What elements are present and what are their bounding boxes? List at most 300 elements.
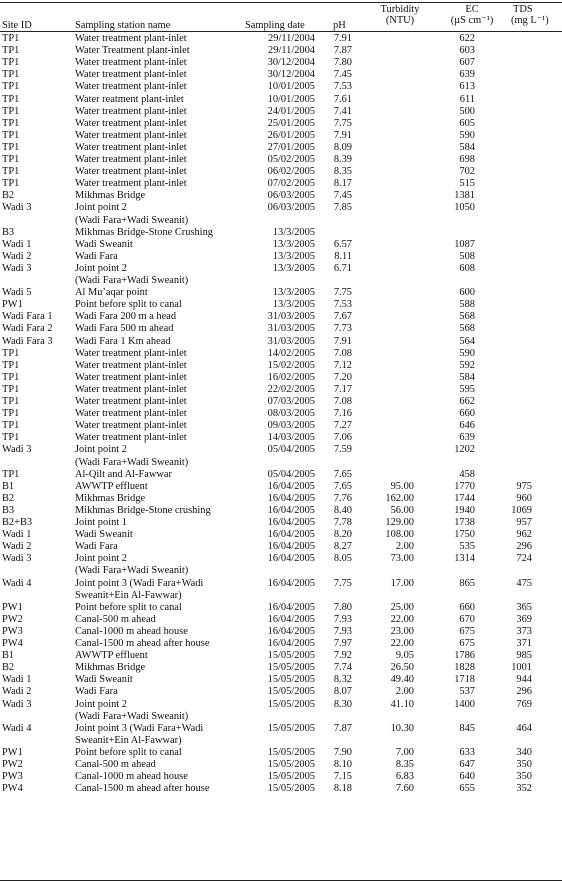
station-name-cell: Mikhmas Bridge bbox=[75, 492, 146, 504]
tds-cell: 373 bbox=[516, 625, 532, 637]
turbidity-cell: 17.00 bbox=[390, 577, 414, 589]
station-name-cell: Mikhmas Bridge-Stone crushing bbox=[75, 504, 211, 516]
turbidity-cell: 7.00 bbox=[395, 746, 414, 758]
station-name-cont-cell: (Wadi Fara+Wadi Sweanit) bbox=[75, 710, 189, 722]
station-name-cell: Point before split to canal bbox=[75, 601, 182, 613]
station-name-cell: Water treatment plant-inlet bbox=[75, 69, 187, 81]
table-bottom-rule bbox=[0, 880, 562, 881]
tds-cell: 369 bbox=[516, 613, 532, 625]
ph-cell: 7.45 bbox=[333, 69, 352, 81]
ph-cell: 7.53 bbox=[333, 81, 352, 93]
site-id-cell: TP1 bbox=[2, 371, 20, 383]
sampling-date-cell: 15/05/2005 bbox=[267, 759, 315, 770]
ec-cell: 595 bbox=[459, 383, 475, 395]
site-id-cell: TP1 bbox=[2, 396, 20, 407]
site-id-cell: B2 bbox=[2, 662, 15, 674]
site-id-cell: B2+B3 bbox=[2, 517, 33, 528]
ec-cell: 515 bbox=[459, 178, 475, 190]
header-tds-unit: (mg L⁻¹) bbox=[511, 15, 549, 26]
site-id-cell: TP1 bbox=[2, 468, 20, 480]
ph-cell: 7.27 bbox=[333, 420, 352, 432]
ec-cell: 613 bbox=[459, 81, 475, 93]
ph-cell: 7.87 bbox=[333, 45, 352, 57]
station-name-cell: Water treatment plant-inlet bbox=[75, 57, 187, 69]
ph-cell: 8.40 bbox=[333, 504, 352, 516]
table-header-rule bbox=[0, 31, 562, 32]
ec-cell: 675 bbox=[459, 625, 475, 637]
sampling-date-cell: 15/05/2005 bbox=[267, 771, 315, 783]
station-name-cell: Wadi Fara bbox=[75, 250, 118, 262]
ph-cell: 8.05 bbox=[333, 553, 352, 565]
tds-cell: 340 bbox=[516, 746, 532, 758]
ec-cell: 1828 bbox=[454, 662, 475, 674]
station-name-cell: Water treatment plant-inlet bbox=[75, 396, 187, 407]
header-station-name: Sampling station name bbox=[75, 20, 171, 31]
sampling-date-cell: 15/05/2005 bbox=[267, 650, 315, 662]
sampling-date-cell: 31/03/2005 bbox=[267, 311, 315, 323]
ph-cell: 7.76 bbox=[333, 492, 352, 504]
tds-cell: 350 bbox=[516, 759, 532, 770]
ph-cell: 6.57 bbox=[333, 238, 352, 250]
sampling-date-cell: 09/03/2005 bbox=[267, 420, 315, 432]
site-id-cell: TP1 bbox=[2, 347, 20, 359]
header-site-id: Site ID bbox=[2, 20, 32, 31]
ec-cell: 535 bbox=[459, 541, 475, 553]
header-ec: EC bbox=[465, 4, 479, 15]
sampling-date-cell: 16/04/2005 bbox=[267, 517, 315, 528]
header-tds: TDS bbox=[513, 4, 533, 15]
sampling-date-cell: 07/03/2005 bbox=[267, 396, 315, 407]
sampling-date-cell: 15/05/2005 bbox=[267, 662, 315, 674]
site-id-cell: Wadi 1 bbox=[2, 238, 32, 250]
station-name-cell: Water Treatment plant-inlet bbox=[75, 45, 190, 57]
ph-cell: 7.08 bbox=[333, 396, 352, 407]
site-id-cell: Wadi Fara 2 bbox=[2, 323, 53, 335]
ph-cell: 7.53 bbox=[333, 299, 352, 311]
site-id-cell: TP1 bbox=[2, 69, 20, 81]
site-id-cell: Wadi 2 bbox=[2, 541, 32, 553]
ph-cell: 7.91 bbox=[333, 129, 352, 141]
station-name-cell: Water treatment plant-inlet bbox=[75, 347, 187, 359]
ph-cell: 7.92 bbox=[333, 650, 352, 662]
sampling-date-cell: 15/05/2005 bbox=[267, 686, 315, 698]
sampling-date-cell: 26/01/2005 bbox=[267, 129, 315, 141]
tds-cell: 296 bbox=[516, 686, 532, 698]
site-id-cell: TP1 bbox=[2, 383, 20, 395]
site-id-cell: Wadi 3 bbox=[2, 202, 32, 214]
site-id-cell: Wadi 4 bbox=[2, 722, 32, 734]
sampling-date-cell: 16/04/2005 bbox=[267, 504, 315, 516]
sampling-date-cell: 13/3/2005 bbox=[272, 238, 315, 250]
site-id-cell: Wadi 3 bbox=[2, 262, 32, 274]
sampling-date-cell: 16/04/2005 bbox=[267, 529, 315, 541]
station-name-cell: Joint point 2 bbox=[75, 698, 127, 710]
station-name-cont-cell: (Wadi Fara+Wadi Sweanit) bbox=[75, 275, 189, 286]
header-ec-unit: (µS cm⁻¹) bbox=[450, 15, 494, 26]
ec-cell: 633 bbox=[459, 746, 475, 758]
ec-cell: 662 bbox=[459, 396, 475, 407]
sampling-date-cell: 10/01/2005 bbox=[267, 93, 315, 105]
tds-cell: 365 bbox=[516, 601, 532, 613]
station-name-cell: AWWTP effluent bbox=[75, 650, 148, 662]
site-id-cell: TP1 bbox=[2, 359, 20, 371]
sampling-date-cell: 05/04/2005 bbox=[267, 468, 315, 480]
ec-cell: 537 bbox=[459, 686, 475, 698]
ec-cell: 1940 bbox=[454, 504, 475, 516]
ec-cell: 698 bbox=[459, 154, 475, 165]
ph-cell: 7.75 bbox=[333, 287, 352, 299]
site-id-cell: Wadi 1 bbox=[2, 674, 32, 686]
ec-cell: 1314 bbox=[454, 553, 475, 565]
turbidity-cell: 73.00 bbox=[390, 553, 414, 565]
station-name-cell: Wadi Sweanit bbox=[75, 238, 133, 250]
sampling-date-cell: 13/3/2005 bbox=[272, 250, 315, 262]
sampling-date-cell: 31/03/2005 bbox=[267, 335, 315, 347]
ec-cell: 1738 bbox=[454, 517, 475, 528]
ec-cell: 622 bbox=[459, 33, 475, 44]
station-name-cell: Al Mu’aqar point bbox=[75, 287, 148, 299]
turbidity-cell: 6.83 bbox=[395, 771, 414, 783]
ph-cell: 7.65 bbox=[333, 480, 352, 492]
sampling-date-cell: 05/02/2005 bbox=[267, 154, 315, 165]
ph-cell: 7.90 bbox=[333, 746, 352, 758]
tds-cell: 464 bbox=[516, 722, 532, 734]
sampling-date-cell: 29/11/2004 bbox=[268, 33, 315, 44]
ph-cell: 8.39 bbox=[333, 154, 352, 165]
station-name-cell: Joint point 3 (Wadi Fara+Wadi bbox=[75, 722, 204, 734]
sampling-date-cell: 16/04/2005 bbox=[267, 480, 315, 492]
ec-cell: 660 bbox=[459, 601, 475, 613]
sampling-date-cell: 16/04/2005 bbox=[267, 638, 315, 649]
sampling-date-cell: 15/05/2005 bbox=[267, 783, 315, 795]
ph-cell: 8.18 bbox=[333, 783, 352, 795]
header-ph: pH bbox=[333, 20, 346, 31]
tds-cell: 962 bbox=[516, 529, 532, 541]
site-id-cell: TP1 bbox=[2, 141, 20, 153]
sampling-date-cell: 16/04/2005 bbox=[267, 492, 315, 504]
ph-cell: 8.35 bbox=[333, 166, 352, 178]
tds-cell: 769 bbox=[516, 698, 532, 710]
site-id-cell: Wadi 4 bbox=[2, 577, 32, 589]
station-name-cell: Water treatment plant-inlet bbox=[75, 432, 187, 444]
station-name-cell: Canal-1500 m ahead after house bbox=[75, 783, 210, 795]
station-name-cell: Water treatment plant-inlet bbox=[75, 105, 187, 117]
tds-cell: 944 bbox=[516, 674, 532, 686]
station-name-cont-cell: (Wadi Fara+Wadi Sweanit) bbox=[75, 456, 189, 468]
turbidity-cell: 26.50 bbox=[390, 662, 414, 674]
site-id-cell: TP1 bbox=[2, 420, 20, 432]
tds-cell: 296 bbox=[516, 541, 532, 553]
station-name-cell: Joint point 2 bbox=[75, 444, 127, 456]
ph-cell: 7.87 bbox=[333, 722, 352, 734]
ph-cell: 7.65 bbox=[333, 468, 352, 480]
ec-cell: 611 bbox=[459, 93, 475, 105]
tds-cell: 352 bbox=[516, 783, 532, 795]
ec-cell: 592 bbox=[459, 359, 475, 371]
ph-cell: 7.12 bbox=[333, 359, 352, 371]
ph-cell: 8.07 bbox=[333, 686, 352, 698]
station-name-cell: Canal-1000 m ahead house bbox=[75, 625, 188, 637]
turbidity-cell: 41.10 bbox=[390, 698, 414, 710]
station-name-cell: Joint point 2 bbox=[75, 262, 127, 274]
site-id-cell: PW1 bbox=[2, 746, 23, 758]
header-turbidity: Turbidity bbox=[380, 4, 420, 15]
station-name-cell: Water treatment plant-inlet bbox=[75, 154, 187, 165]
ph-cell: 7.74 bbox=[333, 662, 352, 674]
ph-cell: 8.30 bbox=[333, 698, 352, 710]
station-name-cell: Wadi Sweanit bbox=[75, 674, 133, 686]
ph-cell: 7.91 bbox=[333, 33, 352, 44]
station-name-cell: Mikhmas Bridge-Stone Crushing bbox=[75, 226, 213, 238]
station-name-cell: Point before split to canal bbox=[75, 746, 182, 758]
site-id-cell: TP1 bbox=[2, 432, 20, 444]
ec-cell: 500 bbox=[459, 105, 475, 117]
ec-cell: 588 bbox=[459, 299, 475, 311]
ec-cell: 1050 bbox=[454, 202, 475, 214]
ec-cell: 1750 bbox=[454, 529, 475, 541]
site-id-cell: TP1 bbox=[2, 93, 20, 105]
ec-cell: 1381 bbox=[454, 190, 475, 202]
ec-cell: 660 bbox=[459, 408, 475, 420]
ph-cell: 7.15 bbox=[333, 771, 352, 783]
sampling-date-cell: 29/11/2004 bbox=[268, 45, 315, 57]
tds-cell: 724 bbox=[516, 553, 532, 565]
site-id-cell: TP1 bbox=[2, 105, 20, 117]
ec-cell: 584 bbox=[459, 371, 475, 383]
ec-cell: 1087 bbox=[454, 238, 475, 250]
station-name-cell: Wadi Fara bbox=[75, 541, 118, 553]
sampling-date-cell: 31/03/2005 bbox=[267, 323, 315, 335]
site-id-cell: PW2 bbox=[2, 759, 23, 770]
turbidity-cell: 7.60 bbox=[395, 783, 414, 795]
sampling-date-cell: 27/01/2005 bbox=[267, 141, 315, 153]
ec-cell: 655 bbox=[459, 783, 475, 795]
site-id-cell: PW2 bbox=[2, 613, 23, 625]
ec-cell: 1770 bbox=[454, 480, 475, 492]
turbidity-cell: 10.30 bbox=[390, 722, 414, 734]
ph-cell: 7.80 bbox=[333, 601, 352, 613]
tds-cell: 350 bbox=[516, 771, 532, 783]
site-id-cell: B3 bbox=[2, 504, 15, 516]
ph-cell: 7.06 bbox=[333, 432, 352, 444]
site-id-cell: Wadi 2 bbox=[2, 250, 32, 262]
ph-cell: 7.78 bbox=[333, 517, 352, 528]
site-id-cell: Wadi Fara 1 bbox=[2, 311, 53, 323]
ph-cell: 8.11 bbox=[334, 250, 352, 262]
sampling-date-cell: 10/01/2005 bbox=[267, 81, 315, 93]
site-id-cell: PW3 bbox=[2, 771, 23, 783]
turbidity-cell: 2.00 bbox=[395, 686, 414, 698]
station-name-cell: Water reatment plant-inlet bbox=[75, 93, 184, 105]
station-name-cont-cell: Sweanit+Ein Al-Fawwar) bbox=[75, 734, 182, 746]
ph-cell: 7.85 bbox=[333, 202, 352, 214]
site-id-cell: TP1 bbox=[2, 81, 20, 93]
station-name-cell: Water treatment plant-inlet bbox=[75, 33, 187, 44]
sampling-date-cell: 16/04/2005 bbox=[267, 553, 315, 565]
sampling-date-cell: 25/01/2005 bbox=[267, 117, 315, 129]
station-name-cell: Mikhmas Bridge bbox=[75, 190, 146, 202]
sampling-date-cell: 16/04/2005 bbox=[267, 625, 315, 637]
ec-cell: 607 bbox=[459, 57, 475, 69]
station-name-cell: Water treatment plant-inlet bbox=[75, 129, 187, 141]
ph-cell: 7.67 bbox=[333, 311, 352, 323]
ph-cell: 6.71 bbox=[333, 262, 352, 274]
station-name-cell: Joint point 2 bbox=[75, 202, 127, 214]
station-name-cell: Water treatment plant-inlet bbox=[75, 420, 187, 432]
sampling-date-cell: 16/04/2005 bbox=[267, 541, 315, 553]
ec-cell: 1718 bbox=[454, 674, 475, 686]
site-id-cell: B2 bbox=[2, 492, 15, 504]
station-name-cell: Water treatment plant-inlet bbox=[75, 408, 187, 420]
ec-cell: 670 bbox=[459, 613, 475, 625]
station-name-cell: Water treatment plant-inlet bbox=[75, 371, 187, 383]
ph-cell: 7.75 bbox=[333, 577, 352, 589]
turbidity-cell: 56.00 bbox=[390, 504, 414, 516]
site-id-cell: TP1 bbox=[2, 408, 20, 420]
ph-cell: 7.93 bbox=[333, 613, 352, 625]
site-id-cell: PW4 bbox=[2, 783, 23, 795]
station-name-cell: Water treatment plant-inlet bbox=[75, 178, 187, 190]
sampling-date-cell: 14/02/2005 bbox=[267, 347, 315, 359]
site-id-cell: Wadi 3 bbox=[2, 553, 32, 565]
turbidity-cell: 8.35 bbox=[395, 759, 414, 770]
site-id-cell: TP1 bbox=[2, 166, 20, 178]
ec-cell: 603 bbox=[459, 45, 475, 57]
ec-cell: 590 bbox=[459, 347, 475, 359]
ec-cell: 640 bbox=[459, 771, 475, 783]
station-name-cell: Canal-1500 m ahead after house bbox=[75, 638, 210, 649]
ec-cell: 1744 bbox=[454, 492, 475, 504]
turbidity-cell: 129.00 bbox=[385, 517, 414, 528]
ec-cell: 1202 bbox=[454, 444, 475, 456]
turbidity-cell: 2.00 bbox=[395, 541, 414, 553]
ph-cell: 7.80 bbox=[333, 57, 352, 69]
header-turbidity-unit: (NTU) bbox=[385, 15, 415, 26]
site-id-cell: Wadi 3 bbox=[2, 444, 32, 456]
site-id-cell: Wadi 2 bbox=[2, 686, 32, 698]
tds-cell: 975 bbox=[516, 480, 532, 492]
site-id-cell: PW3 bbox=[2, 625, 23, 637]
sampling-date-cell: 15/02/2005 bbox=[267, 359, 315, 371]
site-id-cell: TP1 bbox=[2, 33, 20, 44]
ph-cell: 8.17 bbox=[333, 178, 352, 190]
ec-cell: 675 bbox=[459, 638, 475, 649]
site-id-cell: TP1 bbox=[2, 178, 20, 190]
sampling-date-cell: 07/02/2005 bbox=[267, 178, 315, 190]
station-name-cell: Al-Qilt and Al-Fawwar bbox=[75, 468, 172, 480]
station-name-cell: Canal-500 m ahead bbox=[75, 613, 156, 625]
sampling-date-cell: 06/03/2005 bbox=[267, 190, 315, 202]
station-name-cell: AWWTP effluent bbox=[75, 480, 148, 492]
station-name-cell: Joint point 1 bbox=[75, 517, 127, 528]
sampling-date-cell: 15/05/2005 bbox=[267, 722, 315, 734]
table-top-rule bbox=[0, 2, 562, 3]
ph-cell: 7.16 bbox=[333, 408, 352, 420]
station-name-cell: Wadi Sweanit bbox=[75, 529, 133, 541]
sampling-date-cell: 13/3/2005 bbox=[272, 226, 315, 238]
header-sampling-date: Sampling date bbox=[245, 20, 305, 31]
station-name-cont-cell: (Wadi Fara+Wadi Sweanit) bbox=[75, 214, 189, 226]
tds-cell: 957 bbox=[516, 517, 532, 528]
ec-cell: 568 bbox=[459, 323, 475, 335]
station-name-cell: Water treatment plant-inlet bbox=[75, 359, 187, 371]
ec-cell: 702 bbox=[459, 166, 475, 178]
tds-cell: 1001 bbox=[511, 662, 532, 674]
ec-cell: 605 bbox=[459, 117, 475, 129]
ph-cell: 7.08 bbox=[333, 347, 352, 359]
sampling-date-cell: 16/04/2005 bbox=[267, 577, 315, 589]
site-id-cell: Wadi 3 bbox=[2, 698, 32, 710]
ec-cell: 639 bbox=[459, 69, 475, 81]
ec-cell: 568 bbox=[459, 311, 475, 323]
ec-cell: 1786 bbox=[454, 650, 475, 662]
ec-cell: 590 bbox=[459, 129, 475, 141]
station-name-cell: Wadi Fara bbox=[75, 686, 118, 698]
ph-cell: 7.75 bbox=[333, 117, 352, 129]
sampling-date-cell: 06/03/2005 bbox=[267, 202, 315, 214]
ph-cell: 7.97 bbox=[333, 638, 352, 649]
sampling-date-cell: 05/04/2005 bbox=[267, 444, 315, 456]
ec-cell: 865 bbox=[459, 577, 475, 589]
ph-cell: 7.41 bbox=[333, 105, 352, 117]
sampling-date-cell: 06/02/2005 bbox=[267, 166, 315, 178]
site-id-cell: B3 bbox=[2, 226, 15, 238]
tds-cell: 1069 bbox=[511, 504, 532, 516]
station-name-cell: Joint point 2 bbox=[75, 553, 127, 565]
ph-cell: 8.32 bbox=[333, 674, 352, 686]
site-id-cell: TP1 bbox=[2, 154, 20, 165]
ph-cell: 7.45 bbox=[333, 190, 352, 202]
sampling-date-cell: 16/04/2005 bbox=[267, 601, 315, 613]
ph-cell: 8.20 bbox=[333, 529, 352, 541]
ec-cell: 564 bbox=[459, 335, 475, 347]
ec-cell: 508 bbox=[459, 250, 475, 262]
turbidity-cell: 108.00 bbox=[385, 529, 414, 541]
station-name-cell: Wadi Fara 200 m a head bbox=[75, 311, 177, 323]
site-id-cell: Wadi 1 bbox=[2, 529, 32, 541]
station-name-cell: Water treatment plant-inlet bbox=[75, 383, 187, 395]
tds-cell: 371 bbox=[516, 638, 532, 649]
station-name-cell: Canal-1000 m ahead house bbox=[75, 771, 188, 783]
tds-cell: 475 bbox=[516, 577, 532, 589]
sampling-date-cell: 08/03/2005 bbox=[267, 408, 315, 420]
sampling-date-cell: 13/3/2005 bbox=[272, 287, 315, 299]
site-id-cell: B1 bbox=[2, 650, 15, 662]
site-id-cell: Wadi 5 bbox=[2, 287, 32, 299]
ph-cell: 7.73 bbox=[333, 323, 352, 335]
ec-cell: 639 bbox=[459, 432, 475, 444]
station-name-cell: Mikhmas Bridge bbox=[75, 662, 146, 674]
turbidity-cell: 22.00 bbox=[390, 638, 414, 649]
station-name-cell: Wadi Fara 500 m ahead bbox=[75, 323, 174, 335]
site-id-cell: TP1 bbox=[2, 117, 20, 129]
site-id-cell: PW1 bbox=[2, 299, 23, 311]
ph-cell: 7.59 bbox=[333, 444, 352, 456]
ph-cell: 7.61 bbox=[333, 93, 352, 105]
sampling-date-cell: 22/02/2005 bbox=[267, 383, 315, 395]
ec-cell: 608 bbox=[459, 262, 475, 274]
ec-cell: 600 bbox=[459, 287, 475, 299]
ec-cell: 1400 bbox=[454, 698, 475, 710]
station-name-cell: Joint point 3 (Wadi Fara+Wadi bbox=[75, 577, 204, 589]
ec-cell: 646 bbox=[459, 420, 475, 432]
ec-cell: 647 bbox=[459, 759, 475, 770]
sampling-date-cell: 15/05/2005 bbox=[267, 746, 315, 758]
site-id-cell: Wadi Fara 3 bbox=[2, 335, 53, 347]
site-id-cell: TP1 bbox=[2, 129, 20, 141]
ph-cell: 7.20 bbox=[333, 371, 352, 383]
ph-cell: 7.17 bbox=[333, 383, 352, 395]
